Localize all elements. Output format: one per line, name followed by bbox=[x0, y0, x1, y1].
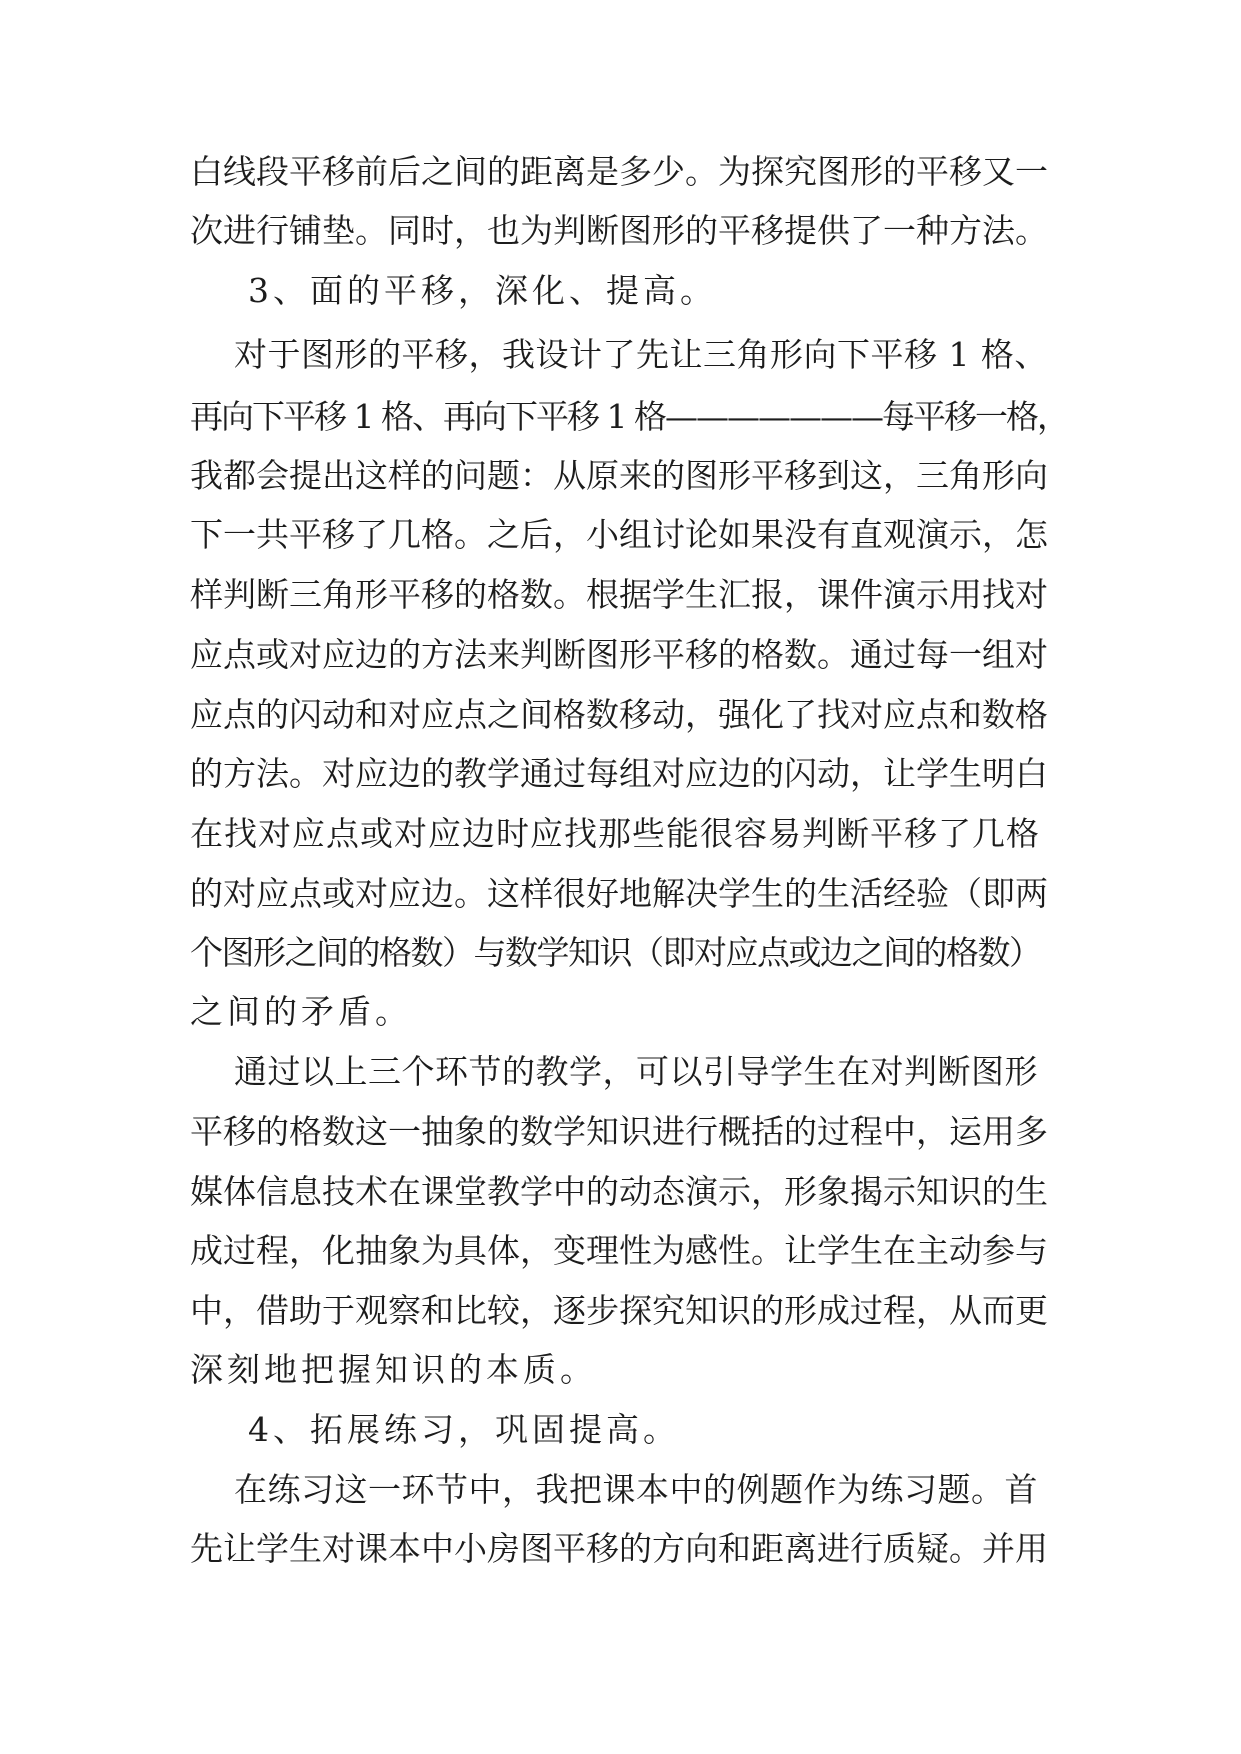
text-line-21: 深刻地把握知识的本质。 bbox=[190, 1350, 597, 1389]
text-line-20: 中，借助于观察和比较，逐步探究知识的形成过程，从而更 bbox=[190, 1291, 1048, 1330]
text-line-8: 样判断三角形平移的格数。根据学生汇报，课件演示用找对 bbox=[190, 575, 1048, 614]
text-line-2: 次进行铺垫。同时，也为判断图形的平移提供了一种方法。 bbox=[190, 211, 1048, 250]
text-line-9: 应点或对应边的方法来判断图形平移的格数。通过每一组对 bbox=[190, 635, 1048, 674]
text-line-23: 在练习这一环节中，我把课本中的例题作为练习题。首 bbox=[190, 1470, 1038, 1509]
text-line-15: 之间的矛盾。 bbox=[190, 992, 412, 1031]
text-line-14: 个图形之间的格数）与数学知识（即对应点或边之间的格数） bbox=[190, 933, 1041, 972]
text-line-3: 3、面的平移，深化、提高。 bbox=[190, 271, 717, 310]
text-line-6: 我都会提出这样的问题：从原来的图形平移到这，三角形向 bbox=[190, 456, 1048, 495]
text-line-18: 媒体信息技术在课堂教学中的动态演示，形象揭示知识的生 bbox=[190, 1172, 1048, 1211]
text-line-4: 对于图形的平移，我设计了先让三角形向下平移 1 格、 bbox=[190, 335, 1048, 374]
text-line-22: 4、拓展练习，巩固提高。 bbox=[190, 1410, 680, 1449]
text-line-1: 白线段平移前后之间的距离是多少。为探究图形的平移又一 bbox=[190, 152, 1048, 191]
text-line-17: 平移的格数这一抽象的数学知识进行概括的过程中，运用多 bbox=[190, 1112, 1048, 1151]
text-line-13: 的对应点或对应边。这样很好地解决学生的生活经验（即两 bbox=[190, 874, 1048, 913]
text-line-7: 下一共平移了几格。之后，小组讨论如果没有直观演示，怎 bbox=[190, 515, 1048, 554]
text-line-10: 应点的闪动和对应点之间格数移动，强化了找对应点和数格 bbox=[190, 695, 1048, 734]
text-line-5: 再向下平移 1 格、再向下平移 1 格———————每平移一格， bbox=[190, 397, 1068, 436]
text-line-16: 通过以上三个环节的教学，可以引导学生在对判断图形 bbox=[190, 1052, 1038, 1091]
text-line-12: 在找对应点或对应边时应找那些能很容易判断平移了几格 bbox=[190, 814, 1040, 853]
text-line-19: 成过程，化抽象为具体，变理性为感性。让学生在主动参与 bbox=[190, 1231, 1048, 1270]
text-line-24: 先让学生对课本中小房图平移的方向和距离进行质疑。并用 bbox=[190, 1529, 1048, 1568]
text-line-11: 的方法。对应边的教学通过每组对应边的闪动，让学生明白 bbox=[190, 754, 1048, 793]
